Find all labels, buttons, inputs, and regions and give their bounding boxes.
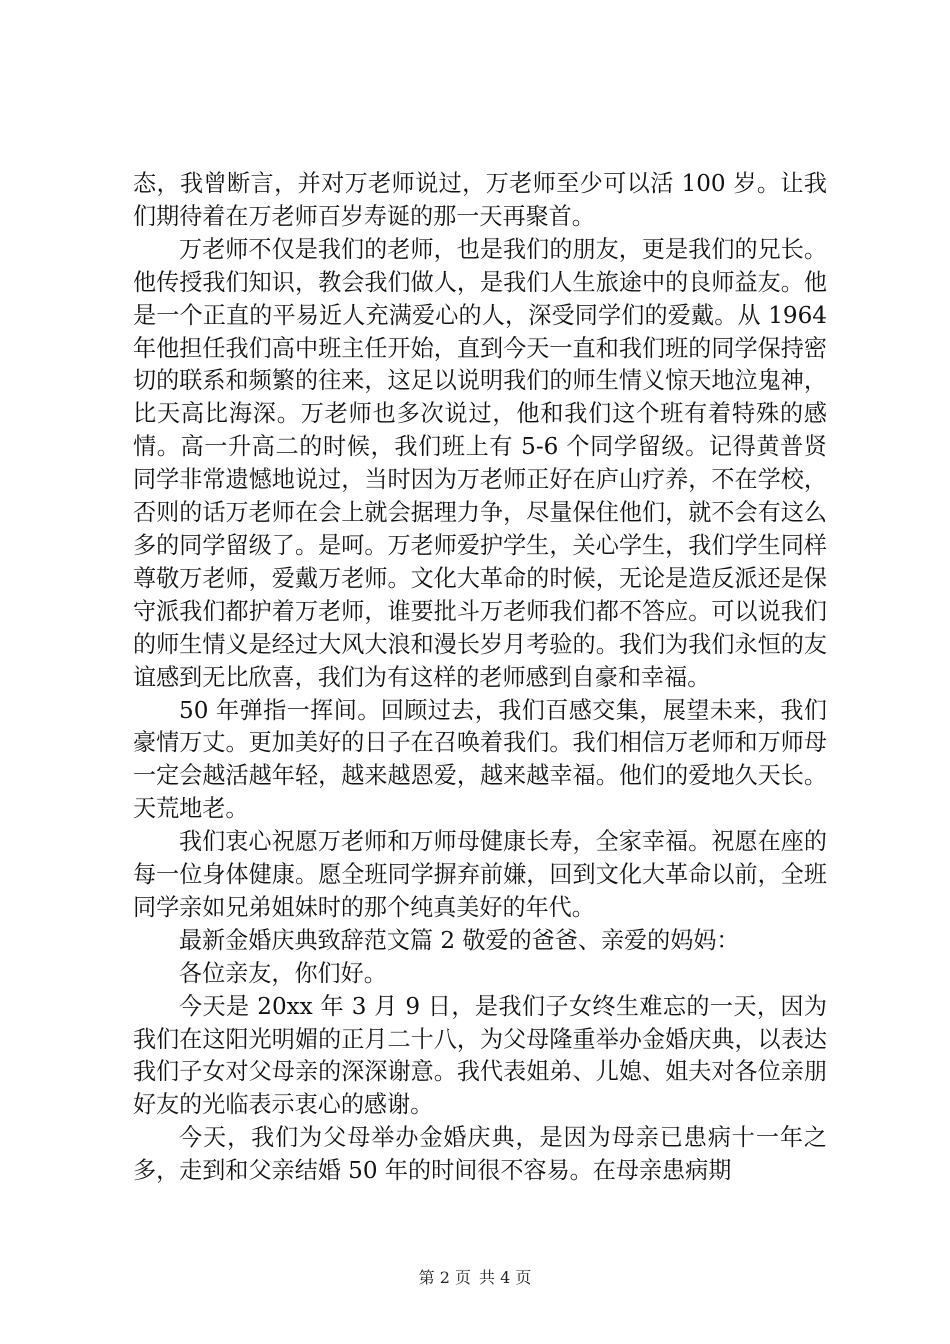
page-total: 共 4 页 (479, 1268, 532, 1287)
page-footer (0, 1268, 950, 1288)
paragraph: 态，我曾断言，并对万老师说过，万老师至少可以活 100 岁。让我们期待着在万老师百岁寿诞的那一天再聚首。 (133, 171, 827, 230)
document-body (133, 168, 827, 1188)
paragraph: 今天，我们为父母举办金婚庆典，是因为母亲已患病十一年之多，走到和父亲结婚 50 年的时间很不容易。在母亲患病期 (133, 1125, 827, 1185)
section-heading-line: 最新金婚庆典致辞范文篇 2 敬爱的爸爸、亲爱的妈妈： (179, 927, 740, 954)
paragraph: 万老师不仅是我们的老师，也是我们的朋友，更是我们的兄长。他传授我们知识，教会我们做人，是我们人生旅途中的良师益友。他是一个正直的平易近人充满爱心的人，深受同学们的爱戴。从 1964 年他担任我们高中班主任开始，直到今天一直和我们班的同学保持密切的联系和频繁的往来，这足以说明我们的师生情义惊天地泣鬼神，比天高比海深。万老师也多次说过，他和我们这个班有着特殊的感情。高一升高二的时候，我们班上有 5-6 个同学留级。记得黄普贤同学非常遗憾地说过，当时因为万老师正好在庐山疗养，不在学校，否则的话万老师在会上就会据理力争，尽量保住他们，就不会有这么多的同学留级了。是呵。万老师爱护学生，关心学生，我们学生同样尊敬万老师，爱戴万老师。文化大革命的时候，无论是造反派还是保守派我们都护着万老师，谁要批斗万老师我们都不答应。可以说我们的师生情义是经过大风大浪和漫长岁月考验的。我们为我们永恒的友谊感到无比欣喜，我们为有这样的老师感到自豪和幸福。 (133, 236, 827, 691)
paragraph: 我们衷心祝愿万老师和万师母健康长寿，全家幸福。祝愿在座的每一位身体健康。愿全班同学摒弃前嫌，回到文化大革命以前，全班同学亲如兄弟姐妹时的那个纯真美好的年代。 (133, 829, 827, 921)
page-number: 第 2 页 (418, 1268, 471, 1287)
paragraph: 50 年弹指一挥间。回顾过去，我们百感交集，展望未来，我们豪情万丈。更加美好的日子在召唤着我们。我们相信万老师和万师母一定会越活越年轻，越来越恩爱，越来越幸福。他们的爱地久天长。天荒地老。 (133, 697, 827, 823)
greeting-line: 各位亲友，你们好。 (179, 960, 387, 987)
paragraph: 今天是 20xx 年 3 月 9 日，是我们子女终生难忘的一天，因为我们在这阳光明媚的正月二十八，为父母隆重举办金婚庆典，以表达我们子女对父母亲的深深谢意。我代表姐弟、儿媳、姐夫对各位亲朋好友的光临表示衷心的感谢。 (133, 993, 827, 1119)
